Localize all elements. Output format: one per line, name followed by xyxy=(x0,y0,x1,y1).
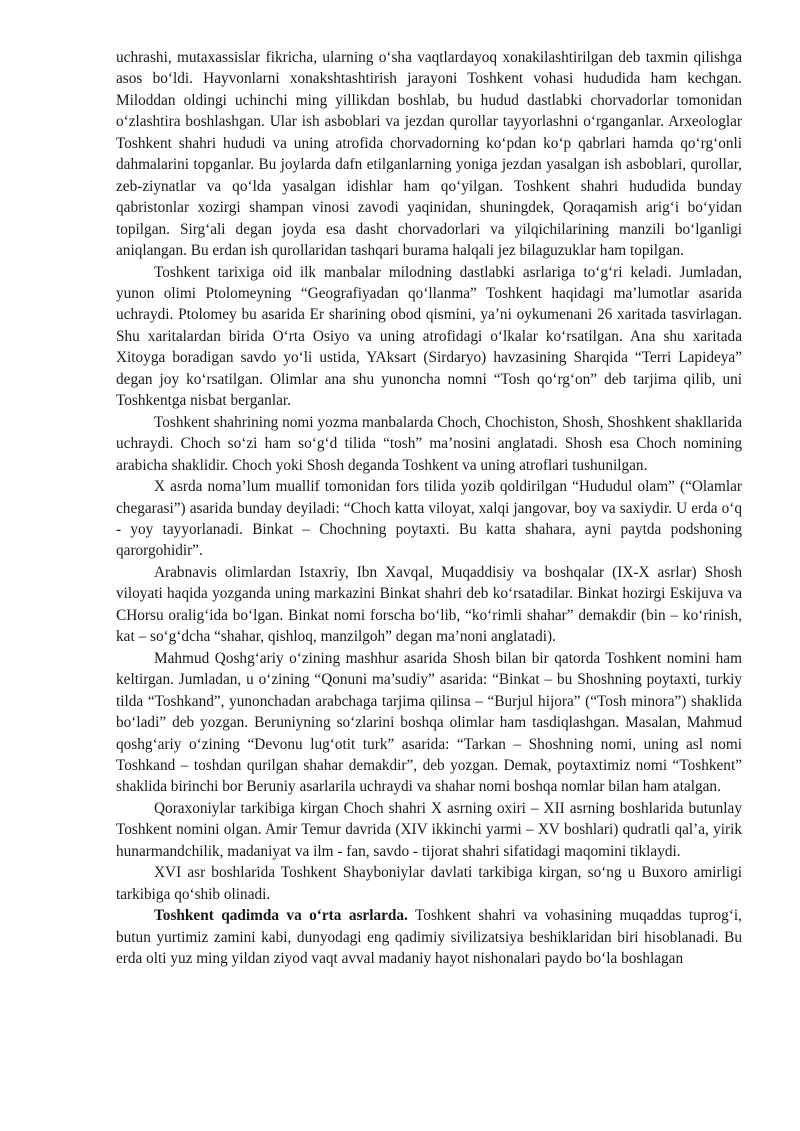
document-page xyxy=(116,47,742,969)
paragraph-qoshgariy: Mahmud Qoshg‘ariy o‘zining mashhur asarida Shosh bilan bir qatorda Toshkent nomini ham keltirgan. Jumladan, u o‘zining “Qonuni ma’sudiy” asarida: “Binkat – bu Shoshning poytaxti, turkiy tilda “Toshkand”, yunonchadan arabchaga tarjima qilinsa – “Burjul hijora” (“Tosh minora”) shaklida bo‘ladi” deb yozgan. Beruniyning so‘zlarini boshqa olimlar ham tasdiqlashgan. Masalan, Mahmud qoshg‘ariy o‘zining “Devonu lug‘otit turk” asarida: “Tarkan – Shoshning nomi, uning asl nomi Toshkand – toshdan qurilgan shahar demakdir”, deb yozgan. Demak, poytaxtimiz nomi “Toshkent” shaklida birinchi bor Beruniy asarlarila uchraydi va shahar nomi boshqa nomlar bilan ham atalgan. xyxy=(116,649,742,796)
paragraph-binkat: Arabnavis olimlardan Istaxriy, Ibn Xavqal, Muqaddisiy va boshqalar (IX-X asrlar) Shosh viloyati haqida yozganda uning markazini Binkat shahri deb ko‘rsatadilar. Binkat hozirgi Eskijuva va CHorsu oralig‘ida bo‘lgan. Binkat nomi forscha bo‘lib, “ko‘rimli shahar” demakdir (bin – ko‘rinish, kat – so‘g‘dcha “shahar, qishloq, manzilgoh” degan ma’noni anglatadi). xyxy=(116,563,742,646)
section-heading: Toshkent qadimda va o‘rta asrlarda. xyxy=(154,907,408,925)
paragraph-name-forms: Toshkent shahrining nomi yozma manbalarda Choch, Chochiston, Shosh, Shoshkent shakllarida uchraydi. Choch so‘zi ham so‘g‘d tilida “tosh” ma’nosini anglatadi. Shosh esa Choch nomining arabicha shaklidir. Choch yoki Shosh deganda Toshkent va uning atroflari tushunilgan. xyxy=(116,413,742,474)
paragraph-body: Toshkent shahri va vohasining muqaddas tuprog‘i, butun yurtimiz zamini kabi, dunyodagi eng qadimiy sivilizatsiya beshiklaridan biri hisoblanadi. Bu erda olti yuz ming yildan ziyod vaqt avval madaniy hayot nishonalari paydo bo‘la boshlagan xyxy=(116,907,743,968)
paragraph-continued: uchrashi, mutaxassislar fikricha, ularning o‘sha vaqtlardayoq xonakilashtirilgan deb taxmin qilishga asos bo‘ldi. Hayvonlarni xonakshtashtirish jarayoni Toshkent vohasi hududida ham kechgan. Miloddan oldingi uchinchi ming yillikdan boshlab, bu hudud dastlabki chorvadorlar tomonidan o‘zlashtira boshlashgan. Ular ish asboblari va jezdan qurollar tayyorlashni o‘rganganlar. Arxeologlar Toshkent shahri hududi va uning atrofida chorvadorning ko‘pdan ko‘p qabrlari hamda qo‘rg‘onli dahmalarini topganlar. Bu joylarda dafn etilganlarning yoniga jezdan yasalgan ish asboblari, qurollar, zeb-ziynatlar va qo‘lda yasalgan idishlar ham qo‘yilgan. Toshkent shahri hududida bunday qabristonlar xozirgi shampan vinosi zavodi yaqinidan, shuningdek, Qoraqamish arig‘i bo‘yidan topilgan. Sirg‘ali degan joyda esa dasht chorvadorlari va yilqichilarining manzili bo‘lganligi aniqlangan. Bu erdan ish qurollaridan tashqari burama halqali jez bilaguzuklar ham topilgan. xyxy=(116,49,742,260)
paragraph-ptolemy: Toshkent tarixiga oid ilk manbalar milodning dastlabki asrlariga to‘g‘ri keladi. Jumladan, yunon olimi Ptolomeyning “Geografiyadan qo‘llanma” Toshkent haqidagi ma’lumotlar asarida uchraydi. Ptolomey bu asarida Er sharining obod qismini, ya’ni oykumenani 26 xaritada tasvirlagan. Shu xaritalardan birida O‘rta Osiyo va uning atrofidagi o‘lkalar ko‘rsatilgan. Ana shu xaritada Xitoyga boradigan savdo yo‘li ustida, YAksart (Sirdaryo) havzasining Sharqida “Terri Lapideya” degan joy ko‘rsatilgan. Olimlar ana shu yunoncha nomni “Tosh qo‘rg‘on” deb tarjima qilib, uni Toshkentga nisbat berganlar. xyxy=(116,263,742,410)
paragraph-qoraxoniylar: Qoraxoniylar tarkibiga kirgan Choch shahri X asrning oxiri – XII asrning boshlarida butunlay Toshkent nomini olgan. Amir Temur davrida (XIV ikkinchi yarmi – XV boshlari) qudratli qal’a, yirik hunarmandchilik, madaniyat va ilm - fan, savdo - tijorat shahri sifatidagi maqomini tiklaydi. xyxy=(116,799,742,860)
paragraph-hududul-olam: X asrda noma’lum muallif tomonidan fors tilida yozib qoldirilgan “Hududul olam” (“Olamlar chegarasi”) asarida bunday deyiladi: “Choch katta viloyat, xalqi jangovar, boy va saxiydir. U erda o‘q - yoy tayyorlanadi. Binkat – Chochning poytaxti. Bu katta shahara, ayni paytda podshoning qarorgohidir”. xyxy=(116,478,742,560)
paragraph-shayboniylar: XVI asr boshlarida Toshkent Shayboniylar davlati tarkibiga kirgan, so‘ng u Buxoro amirligi tarkibiga qo‘shib olinadi. xyxy=(116,864,742,903)
paragraph-ancient-tashkent xyxy=(116,905,742,969)
